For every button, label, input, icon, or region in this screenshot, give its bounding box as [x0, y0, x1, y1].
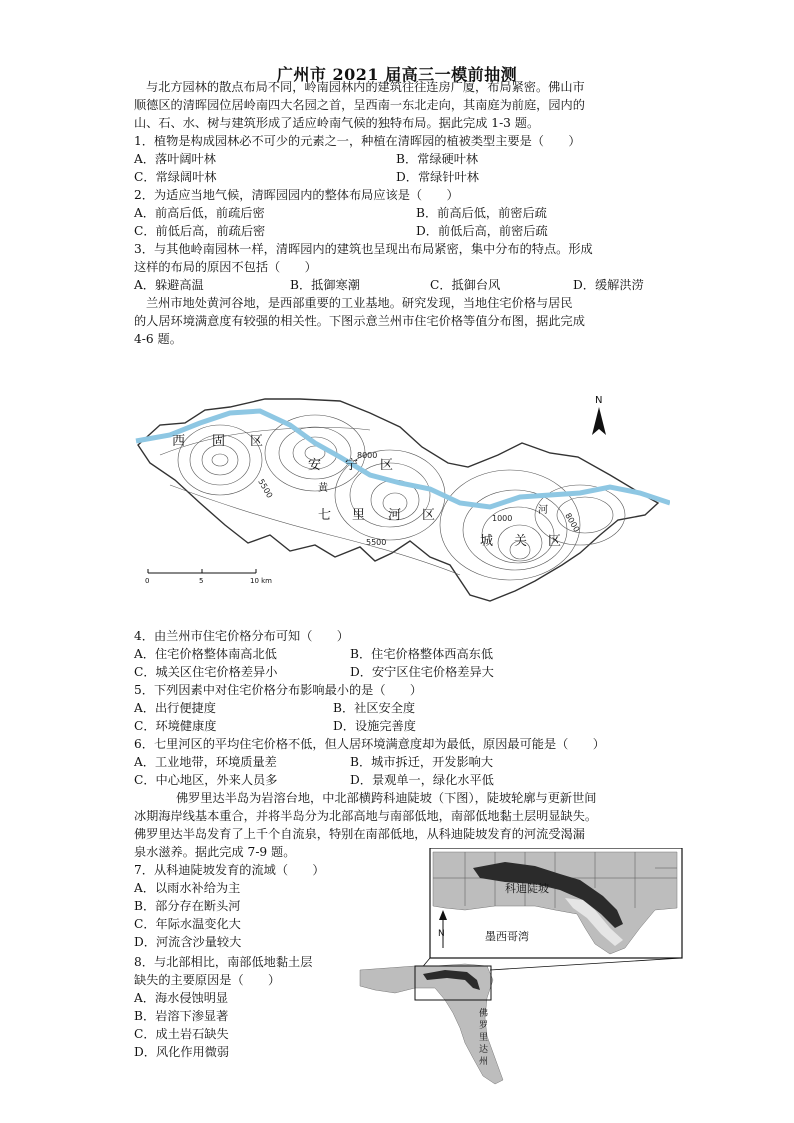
district-label-char: 区	[380, 458, 394, 473]
inset-north-arrow-icon	[435, 910, 451, 950]
florida-map	[355, 848, 685, 1088]
q8-option-c: C．成土岩石缺失	[134, 1027, 229, 1041]
q7-stem: 7．从科迪陡坡发育的流域（ ）	[134, 863, 325, 877]
district-label-char: 固	[212, 434, 226, 449]
scale-bar	[148, 569, 256, 573]
intro3-line1: 佛罗里达半岛为岩溶台地，中北部横跨科迪陡坡（下图），陡坡轮廓与更新世间	[176, 791, 597, 805]
q8-option-b: B．岩溶下渗显著	[134, 1009, 229, 1023]
district-label-char: 区	[422, 508, 436, 523]
q2-stem: 2．为适应当地气候，清晖园园内的整体布局应该是（ ）	[134, 188, 459, 202]
contour-lines	[160, 415, 625, 580]
q7-option-d: D．河流含沙量较大	[134, 935, 242, 949]
gulf-of-mexico-label: 墨西哥湾	[485, 930, 529, 943]
q7-option-a: A．以雨水补给为主	[134, 881, 241, 895]
q1-option-a: A．落叶阔叶林	[134, 152, 216, 166]
svg-text:N: N	[438, 929, 445, 939]
q7-option-b: B．部分存在断头河	[134, 899, 241, 913]
cody-scarp-label: 科迪陡坡	[505, 882, 549, 895]
q4-option-b: B．住宅价格整体西高东低	[350, 647, 494, 661]
contour-label: 1000	[492, 514, 513, 523]
intro2-line2: 的人居环境满意度有较强的相关性。下图示意兰州市住宅价格等值分布图，据此完成	[134, 314, 585, 328]
q3-stem-line1: 3．与其他岭南园林一样，清晖园内的建筑也呈现出布局紧密，集中分布的特点。形成	[134, 242, 593, 256]
scale-label: 0	[145, 577, 150, 585]
q6-stem: 6．七里河区的平均住宅价格不低，但人居环境满意度却为最低，原因最可能是（ ）	[134, 737, 605, 751]
district-label-char: 安	[308, 458, 322, 473]
scale-label: 10 km	[250, 577, 273, 585]
q8-stem-line1: 8．与北部相比，南部低地黏土层	[134, 955, 313, 969]
page-title: 广州市 2021 届高三一模前抽测	[276, 65, 518, 84]
q3-option-b: B．抵御寒潮	[290, 278, 360, 292]
q1-option-c: C．常绿阔叶林	[134, 170, 217, 184]
q3-stem-line2: 这样的布局的原因不包括（ ）	[134, 260, 317, 274]
district-label-char: 城	[480, 534, 494, 549]
q4-option-c: C．城关区住宅价格差异小	[134, 665, 278, 679]
q4-stem: 4．由兰州市住宅价格分布可知（ ）	[134, 629, 349, 643]
q3-option-a: A．躲避高温	[134, 278, 204, 292]
q1-option-d: D．常绿针叶林	[396, 170, 479, 184]
q4-option-d: D．安宁区住宅价格差异大	[350, 665, 494, 679]
intro3-line2: 冰期海岸线基本重合，并将半岛分为北部高地与南部低地，南部低地黏土层明显缺失。	[134, 809, 598, 823]
state-map	[360, 964, 503, 1084]
state-label-char: 州	[479, 1057, 489, 1067]
district-label-char: 七	[318, 508, 332, 523]
state-label-char: 达	[479, 1045, 489, 1055]
q1-option-b: B．常绿硬叶林	[396, 152, 479, 166]
q5-stem: 5．下列因素中对住宅价格分布影响最小的是（ ）	[134, 683, 423, 697]
q5-option-a: A．出行便捷度	[134, 701, 216, 715]
state-label-char: 里	[479, 1033, 489, 1043]
district-label-char: 里	[352, 508, 366, 523]
q1-stem: 1．植物是构成园林必不可少的元素之一，种植在清晖园的植被类型主要是（ ）	[134, 134, 581, 148]
q2-option-c: C．前低后高，前疏后密	[134, 224, 266, 238]
intro3-line3: 佛罗里达半岛发育了上千个自流泉，特别在南部低地，从科迪陡坡发育的河流受渴漏	[134, 827, 585, 841]
q8-stem-line2: 缺失的主要原因是（ ）	[134, 973, 281, 987]
q6-option-c: C．中心地区，外来人员多	[134, 773, 278, 787]
district-label-char: 河	[388, 508, 402, 523]
q8-option-d: D．风化作用微弱	[134, 1045, 230, 1059]
q5-option-d: D．设施完善度	[333, 719, 416, 733]
intro2-line1: 兰州市地处黄河谷地，是西部重要的工业基地。研究发现，当地住宅价格与居民	[146, 296, 573, 310]
river-label-char: 黄	[318, 483, 328, 494]
contour-label: 5500	[366, 538, 387, 547]
q2-option-a: A．前高后低，前疏后密	[134, 206, 265, 220]
map-outline	[138, 399, 658, 601]
q3-option-d: D．缓解洪涝	[573, 278, 644, 292]
svg-text:N: N	[595, 395, 603, 406]
contour-label: 5500	[256, 477, 275, 500]
lanzhou-price-map	[130, 385, 670, 610]
contour-label: 8000	[563, 511, 582, 534]
q2-option-d: D．前低后高，前密后疏	[416, 224, 548, 238]
intro1-line1: 与北方园林的散点布局不同，岭南园林内的建筑往往连房广厦，布局紧密。佛山市	[146, 80, 585, 94]
q8-option-a: A．海水侵蚀明显	[134, 991, 229, 1005]
intro3-line4: 泉水滋养。据此完成 7-9 题。	[134, 845, 296, 859]
district-label-char: 宁	[345, 458, 359, 473]
q6-option-a: A．工业地带，环境质量差	[134, 755, 277, 769]
q6-option-b: B．城市拆迁，开发影响大	[350, 755, 494, 769]
north-arrow-icon	[592, 395, 606, 435]
q2-option-b: B．前高后低，前密后疏	[416, 206, 547, 220]
state-label-char: 佛	[479, 1009, 489, 1019]
district-label-char: 区	[548, 534, 562, 549]
q5-option-b: B．社区安全度	[333, 701, 416, 715]
scale-label: 5	[199, 577, 204, 585]
intro1-line2: 顺德区的清晖园位居岭南四大名园之首，呈西南一东北走向，其南庭为前庭，园内的	[134, 98, 585, 112]
q5-option-c: C．环境健康度	[134, 719, 217, 733]
river-label-char: 河	[538, 505, 548, 516]
contour-label: 8000	[357, 451, 378, 460]
district-label-char: 区	[250, 434, 264, 449]
inset-map	[430, 848, 682, 958]
intro2-line3: 4-6 题。	[134, 332, 182, 346]
district-label-char: 西	[172, 434, 186, 449]
q3-option-c: C．抵御台风	[430, 278, 501, 292]
q4-option-a: A．住宅价格整体南高北低	[134, 647, 277, 661]
q7-option-c: C．年际水温变化大	[134, 917, 241, 931]
q6-option-d: D．景观单一，绿化水平低	[350, 773, 494, 787]
state-label-char: 罗	[479, 1021, 489, 1031]
intro1-line3: 山、石、水、树与建筑形成了适应岭南气候的独特布局。据此完成 1-3 题。	[134, 116, 540, 130]
district-label-char: 关	[514, 534, 528, 549]
